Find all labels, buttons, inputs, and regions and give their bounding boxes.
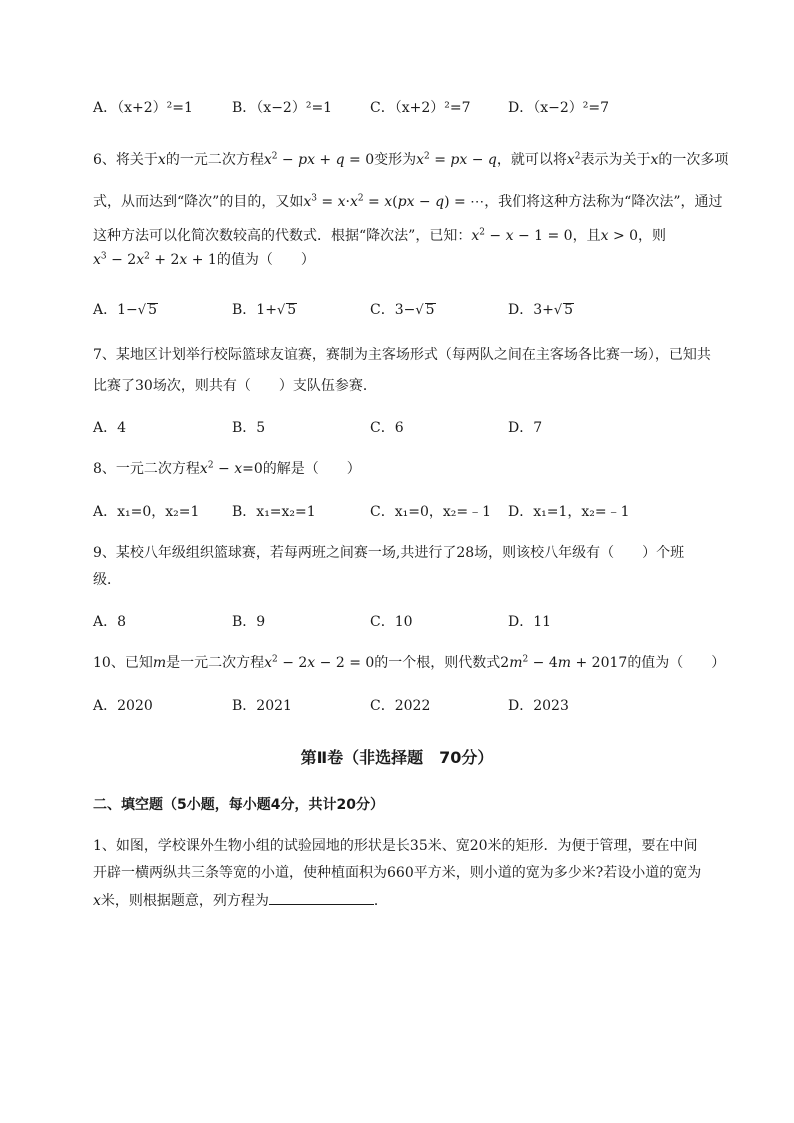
q10-option-c[interactable]: C．2022	[370, 698, 431, 714]
q5-option-d[interactable]: D．（x−2）²=7	[508, 100, 610, 116]
q9-option-b[interactable]: B．9	[232, 614, 266, 630]
q10-option-b[interactable]: B．2021	[232, 698, 292, 714]
q7-options	[93, 418, 733, 438]
option-text: （x+2）²=7	[394, 100, 471, 116]
q5-options	[93, 98, 733, 118]
q8-option-a[interactable]: A．x₁=0，x₂=1	[93, 504, 200, 520]
q10-option-d[interactable]: D．2023	[508, 698, 569, 714]
q6-line-3: 这种方法可以化简次数较高的代数式．根据“降次法”，已知：$x^2 - x - 1 = 0$，且x > 0，则	[93, 227, 667, 244]
q9-option-c[interactable]: C．10	[370, 614, 413, 630]
q6-line-2: 式，从而达到“降次”的目的，又如$x^3 = x\cdot x^2 = x(px - q)$ = ⋯，我们将这种方法称为“降次法”，通过	[93, 193, 723, 210]
fill1-line-2: 开辟一横两纵共三条等宽的小道，使种植面积为660平方米，则小道的宽为多少米?若设小道的宽为	[93, 865, 702, 881]
fill1-line-3: x米，则根据题意，列方程为 ．	[93, 890, 742, 911]
q5-option-b[interactable]: B．（x−2）²=1	[232, 100, 333, 116]
fill-section-heading: 二、填空题（5小题，每小题4分，共计20分）	[93, 797, 384, 813]
q9-line-2: 级．	[93, 572, 121, 588]
q7-line-2: 比赛了30场次，则共有（ ）支队伍参赛．	[93, 378, 377, 394]
q10-stem: 10、已知m是一元二次方程$x^2 - 2x - 2 = 0$的一个根，则代数式$2m^2 - 4m + 2017$的值为（ ）	[93, 654, 726, 671]
q5-option-c[interactable]: C．（x+2）²=7	[370, 100, 471, 116]
q5-option-a[interactable]: A．（x+2）²=1	[93, 100, 193, 116]
q10-options	[93, 696, 733, 716]
q10-option-a[interactable]: A．2020	[93, 698, 153, 714]
answer-blank[interactable]	[269, 890, 374, 905]
q9-option-d[interactable]: D．11	[508, 614, 552, 630]
option-text: （x−2）²=7	[533, 100, 610, 116]
q8-options	[93, 502, 733, 522]
q6-line-4: $x^3 - 2x^2 + 2x + 1$的值为（ ）	[93, 251, 315, 268]
q6-options	[93, 300, 733, 320]
q7-option-b[interactable]: B．5	[232, 420, 266, 436]
section-2-title: 第Ⅱ卷（非选择题 70分）	[300, 748, 494, 767]
q7-option-d[interactable]: D．7	[508, 420, 543, 436]
option-text: （x+2）²=1	[117, 100, 193, 116]
q6-line-1: 6、将关于x的一元二次方程$x^2$ − px + q = 0变形为$x^2$ = px − q，就可以将$x^2$表示为关于x的一次多项	[93, 151, 729, 168]
q6-option-b[interactable]: B．1+√ 5	[232, 302, 297, 318]
q6-option-d[interactable]: D．3+√ 5	[508, 302, 574, 318]
q9-line-1: 9、某校八年级组织篮球赛，若每两班之间赛一场,共进行了28场，则该校八年级有（ ）个班	[93, 545, 685, 561]
q7-line-1: 7、某地区计划举行校际篮球友谊赛，赛制为主客场形式（每两队之间在主客场各比赛一场），已知共	[93, 347, 711, 363]
q9-option-a[interactable]: A．8	[93, 614, 127, 630]
q9-options	[93, 612, 733, 632]
q6-option-a[interactable]: A．1−√ 5	[93, 302, 157, 318]
fill1-line-1: 1、如图，学校课外生物小组的试验园地的形状是长35米、宽20米的矩形．为便于管理，要在中间	[93, 838, 698, 854]
q7-option-a[interactable]: A．4	[93, 420, 127, 436]
q8-option-c[interactable]: C．x₁=0，x₂=﹣1	[370, 504, 492, 520]
q6-option-c[interactable]: C．3−√ 5	[370, 302, 435, 318]
q8-stem: 8、一元二次方程$x^2 - x=0$的解是（ ）	[93, 460, 361, 477]
option-text: （x−2）²=1	[256, 100, 333, 116]
q7-option-c[interactable]: C．6	[370, 420, 404, 436]
q8-option-b[interactable]: B．x₁=x₂=1	[232, 504, 316, 520]
q8-option-d[interactable]: D．x₁=1，x₂=﹣1	[508, 504, 630, 520]
